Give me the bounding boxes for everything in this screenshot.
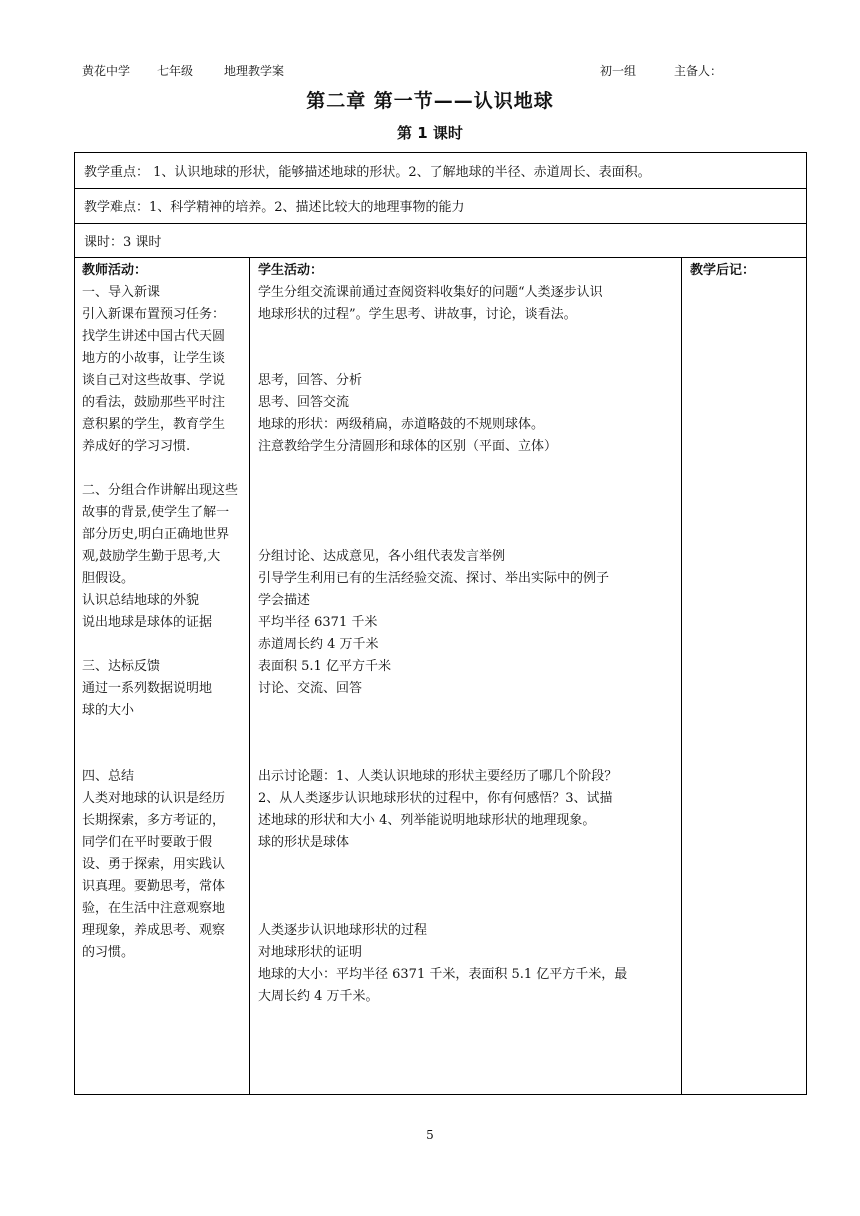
activity-line: 球的大小 xyxy=(82,703,135,718)
activity-line: 地球的形状：两级稍扁，赤道略鼓的不规则球体。 xyxy=(258,417,545,432)
activity-line: 识真理。要勤思考，常体 xyxy=(82,879,226,894)
activity-line xyxy=(258,700,678,722)
activity-line: 分组讨论、达成意见，各小组代表发言举例 xyxy=(258,549,506,564)
activity-line: 一、导入新课 xyxy=(82,285,161,300)
grade-label: 七年级 xyxy=(157,64,194,78)
page-title: 第二章 第一节——认识地球 xyxy=(306,90,554,112)
column-divider xyxy=(681,257,682,1095)
hours-row: 课时：3 课时 xyxy=(84,234,162,250)
activity-line: 注意教给学生分清圆形和球体的区别（平面、立体） xyxy=(258,439,558,454)
activity-line: 引入新课布置预习任务： xyxy=(82,307,226,322)
activity-line: 长期探索，多方考证的， xyxy=(82,813,226,828)
teacher-activities-column xyxy=(82,260,246,964)
activity-line: 平均半径 6371 千米 xyxy=(258,615,378,630)
activity-line: 出示讨论题：1、人类认识地球的形状主要经历了哪几个阶段？ xyxy=(258,769,618,784)
group-label: 初一组 xyxy=(600,64,637,78)
activity-line xyxy=(258,502,678,524)
activity-line: 同学们在平时要敢于假 xyxy=(82,835,213,850)
activity-line: 设、勇于探索，用实践认 xyxy=(82,857,226,872)
activity-line: 地球形状的过程”。学生思考、讲故事，讨论，谈看法。 xyxy=(258,307,577,322)
activity-line: 思考，回答、分析 xyxy=(258,373,363,388)
activity-line: 讨论、交流、回答 xyxy=(258,681,363,696)
activity-line: 引导学生利用已有的生活经验交流、探讨、举出实际中的例子 xyxy=(258,571,610,586)
activity-line: 找学生讲述中国古代天圆 xyxy=(82,329,226,344)
activity-line: 人类逐步认识地球形状的过程 xyxy=(258,923,428,938)
activity-line: 的看法，鼓励那些平时注 xyxy=(82,395,226,410)
activity-line: 对地球形状的证明 xyxy=(258,945,363,960)
activity-line xyxy=(82,744,246,766)
activity-line xyxy=(258,348,678,370)
activity-line: 的习惯。 xyxy=(82,945,135,960)
student-activities-column xyxy=(258,260,678,1008)
activity-line: 学生分组交流课前通过查阅资料收集好的问题“人类逐步认识 xyxy=(258,285,603,300)
difficulties-row: 教学难点：1、科学精神的培养。2、描述比较大的地理事物的能力 xyxy=(84,200,465,215)
activity-line xyxy=(258,898,678,920)
preparer-label: 主备人： xyxy=(674,64,723,78)
activity-line: 认识总结地球的外貌 xyxy=(82,593,200,608)
activity-line: 三、达标反馈 xyxy=(82,659,161,674)
activity-line xyxy=(258,744,678,766)
row-divider xyxy=(74,257,807,258)
page-number: 5 xyxy=(426,1128,434,1142)
activity-line xyxy=(258,722,678,744)
activity-line: 述地球的形状和大小 4、列举能说明地球形状的地理现象。 xyxy=(258,813,596,828)
activity-line: 部分历史,明白正确地世界 xyxy=(82,527,230,542)
activity-line: 观,鼓励学生勤于思考,大 xyxy=(82,549,221,564)
activity-line: 说出地球是球体的证据 xyxy=(82,615,213,630)
activity-line: 地球的大小：平均半径 6371 千米，表面积 5.1 亿平方千米，最 xyxy=(258,967,628,982)
activity-line: 故事的背景,使学生了解一 xyxy=(82,505,230,520)
student-activities-heading: 学生活动： xyxy=(258,263,324,278)
activity-line: 赤道周长约 4 万千米 xyxy=(258,637,379,652)
activity-line: 谈自己对这些故事、学说 xyxy=(82,373,226,388)
activity-line xyxy=(258,854,678,876)
activity-line: 地方的小故事，让学生谈 xyxy=(82,351,226,366)
activity-line xyxy=(258,326,678,348)
doc-type-label: 地理教学案 xyxy=(224,64,285,78)
activity-line: 理现象，养成思考、观察 xyxy=(82,923,226,938)
activity-line: 四、总结 xyxy=(82,769,135,784)
key-points-row: 教学重点： 1、认识地球的形状，能够描述地球的形状。2、了解地球的半径、赤道周长、表面积。 xyxy=(84,164,651,180)
teaching-notes-column xyxy=(690,260,802,282)
activity-line: 2、从人类逐步认识地球形状的过程中，你有何感悟？3、试描 xyxy=(258,791,613,806)
column-divider xyxy=(249,257,250,1095)
activity-line xyxy=(82,722,246,744)
activity-line xyxy=(258,458,678,480)
activity-line xyxy=(258,480,678,502)
activity-line: 人类对地球的认识是经历 xyxy=(82,791,226,806)
school-name: 黄花中学 xyxy=(82,64,131,78)
activity-line: 验，在生活中注意观察地 xyxy=(82,901,226,916)
activity-line xyxy=(258,876,678,898)
activity-line: 大周长约 4 万千米。 xyxy=(258,989,379,1004)
activity-line: 通过一系列数据说明地 xyxy=(82,681,213,696)
activity-line: 养成好的学习习惯. xyxy=(82,439,191,454)
activity-line xyxy=(258,524,678,546)
activity-line: 意积累的学生，教育学生 xyxy=(82,417,226,432)
activity-line: 二、分组合作讲解出现这些 xyxy=(82,483,239,498)
teaching-notes-heading: 教学后记： xyxy=(690,263,756,278)
teacher-activities-heading: 教师活动： xyxy=(82,263,148,278)
activity-line xyxy=(82,634,246,656)
activity-line: 球的形状是球体 xyxy=(258,835,350,850)
lesson-subtitle: 第 1 课时 xyxy=(397,124,463,142)
activity-line: 胆假设。 xyxy=(82,571,135,586)
activity-line xyxy=(82,458,246,480)
activity-line: 思考、回答交流 xyxy=(258,395,350,410)
activity-line: 表面积 5.1 亿平方千米 xyxy=(258,659,391,674)
activity-line: 学会描述 xyxy=(258,593,311,608)
